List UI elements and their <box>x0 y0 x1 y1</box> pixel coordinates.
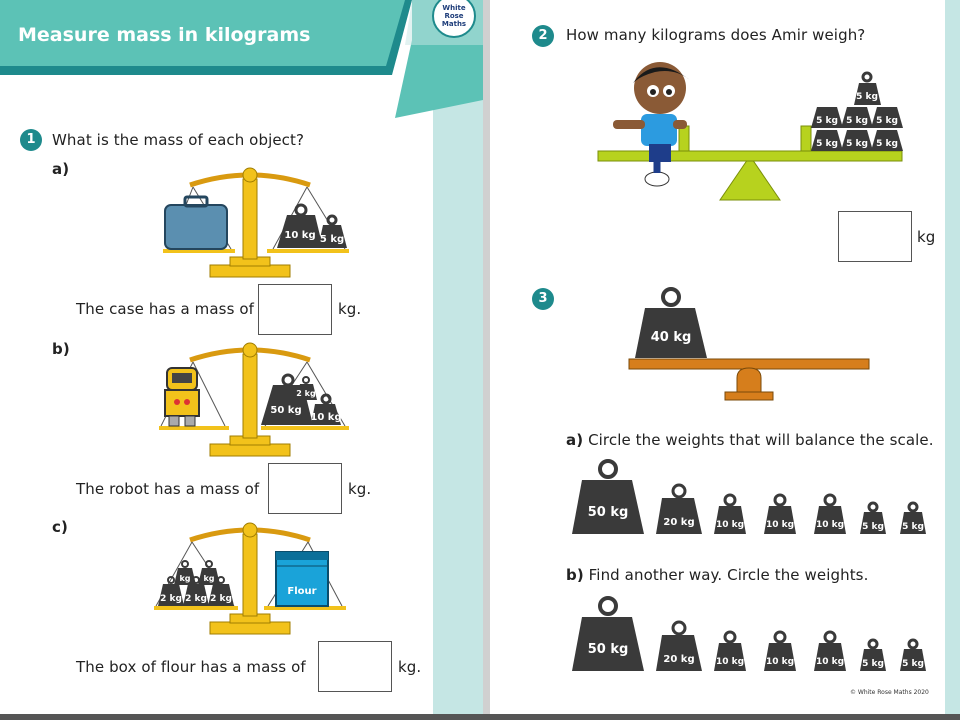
case-mass-answer-box[interactable] <box>258 284 332 335</box>
flour-mass-answer-box[interactable] <box>318 641 392 692</box>
weight-10kg <box>814 632 846 671</box>
weight-label: 5 kg <box>862 522 884 532</box>
header-banner <box>0 0 485 125</box>
weight-label: 10 kg <box>715 657 745 667</box>
white-rose-logo: White Rose Maths <box>432 0 476 38</box>
weight-label: 5 kg <box>856 92 878 102</box>
weight-label: 10 kg <box>815 657 845 667</box>
robot-mass-answer-box[interactable] <box>268 463 342 514</box>
case-mass-unit: kg. <box>338 300 362 318</box>
weight-label: 5 kg <box>876 116 898 126</box>
weight-label: 10 kg <box>715 520 745 530</box>
weight-10kg <box>764 632 796 671</box>
weight-label: 2 kg <box>185 594 207 604</box>
flour-label: Flour <box>287 586 317 597</box>
weight-label: 10 kg <box>284 230 316 241</box>
weight-10kg <box>714 632 746 671</box>
weight-label: 50 kg <box>587 642 629 657</box>
left-page-strip <box>433 100 483 720</box>
weight-label: 5 kg <box>846 116 868 126</box>
weight-label: 5 kg <box>902 659 924 669</box>
weight-10kg <box>714 495 746 534</box>
weight-label: 5 kg <box>816 116 838 126</box>
weight-label: 5 kg <box>816 139 838 149</box>
amir-mass-unit: kg <box>917 228 936 246</box>
question-2-number: 2 <box>532 25 554 47</box>
part-a-label: a) <box>52 160 70 178</box>
weight-50kg <box>572 461 644 534</box>
question-3-number: 3 <box>532 288 554 310</box>
weight-label: 10 kg <box>765 657 795 667</box>
balance-scale-flour <box>150 520 350 638</box>
part-3a: a) Circle the weights that will balance the scale. <box>566 431 934 449</box>
weight-5kg <box>860 503 886 534</box>
weight-5kg <box>900 503 926 534</box>
weights-row-b[interactable] <box>570 595 940 675</box>
weight-label: 20 kg <box>663 654 695 665</box>
weight-50kg <box>572 598 644 671</box>
flour-mass-unit: kg. <box>398 658 422 676</box>
weight-label: 50 kg <box>270 405 302 416</box>
weight-label: 2 kg <box>296 389 316 398</box>
weight-label: 5 kg <box>902 522 924 532</box>
weight-5kg <box>860 640 886 671</box>
right-page-strip <box>945 0 960 720</box>
part-3b: b) Find another way. Circle the weights. <box>566 566 869 584</box>
weight-20kg <box>656 622 702 671</box>
weight-label: 5 kg <box>319 234 345 245</box>
weight-label: kg <box>179 574 191 583</box>
weight-label: kg <box>203 574 215 583</box>
weights-row-a[interactable] <box>570 458 940 538</box>
weight-20kg <box>656 485 702 534</box>
weight-label: 50 kg <box>587 505 629 520</box>
weight-label: 2 kg <box>160 594 182 604</box>
balance-scale-case <box>155 165 355 280</box>
weight-label: 5 kg <box>846 139 868 149</box>
flour-mass-sentence: The box of flour has a mass of <box>76 658 306 676</box>
weight-label: 5 kg <box>876 139 898 149</box>
weight-label: 10 kg <box>310 412 342 423</box>
weight-stack-5kg <box>811 73 903 151</box>
seesaw-40kg <box>625 282 875 404</box>
question-1-number: 1 <box>20 129 42 151</box>
bottom-edge <box>0 714 960 720</box>
weight-label: 10 kg <box>815 520 845 530</box>
weight-10kg <box>764 495 796 534</box>
amir-mass-answer-box[interactable] <box>838 211 912 262</box>
copyright: © White Rose Maths 2020 <box>850 689 929 696</box>
weight-label: 5 kg <box>862 659 884 669</box>
seesaw-amir <box>595 58 915 204</box>
weight-10kg <box>814 495 846 534</box>
question-1-prompt: What is the mass of each object? <box>52 131 305 149</box>
robot-mass-sentence: The robot has a mass of <box>76 480 260 498</box>
robot-mass-unit: kg. <box>348 480 372 498</box>
weight-label: 2 kg <box>210 594 232 604</box>
question-2-prompt: How many kilograms does Amir weigh? <box>566 26 866 44</box>
weight-5kg <box>900 640 926 671</box>
part-b-label: b) <box>52 340 70 358</box>
balance-scale-robot <box>155 340 355 458</box>
weight-label: 10 kg <box>765 520 795 530</box>
weight-label: 20 kg <box>663 517 695 528</box>
case-mass-sentence: The case has a mass of <box>76 300 255 318</box>
page-title: Measure mass in kilograms <box>18 24 311 46</box>
weight-label: 40 kg <box>650 330 692 345</box>
part-c-label: c) <box>52 518 68 536</box>
